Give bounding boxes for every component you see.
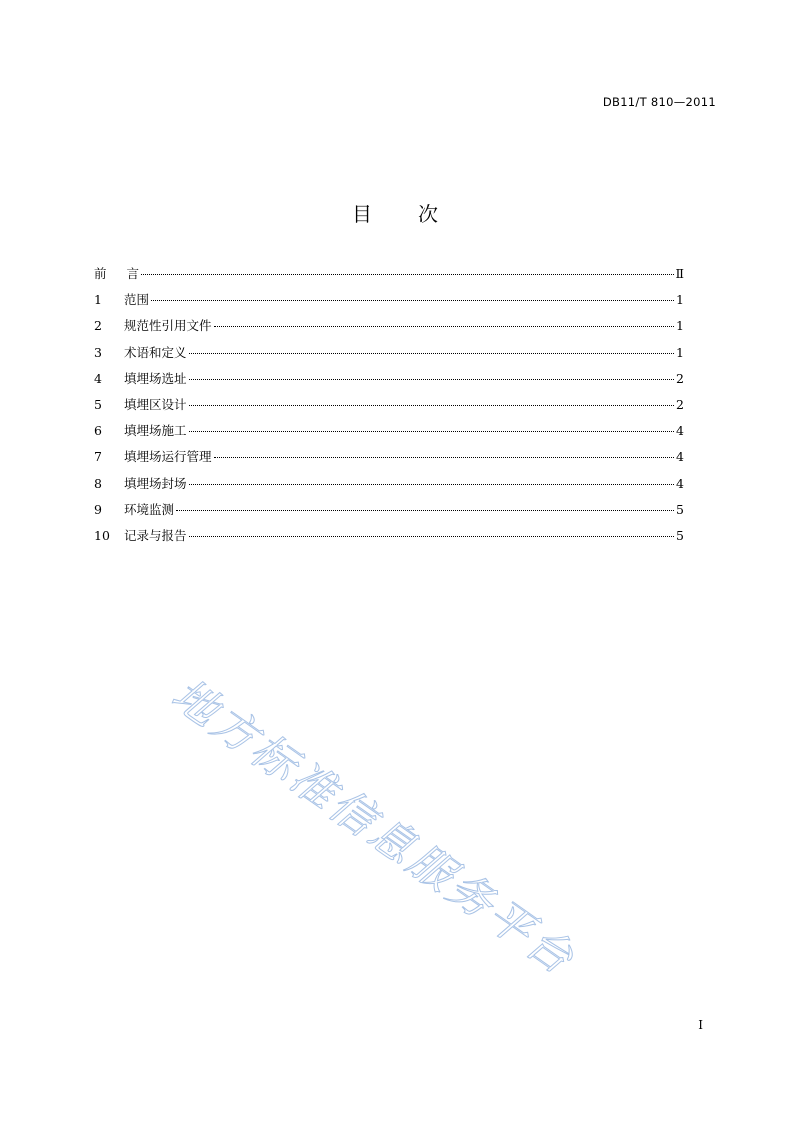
toc-entry-number: 8: [94, 475, 102, 491]
toc-entry-page: 2: [676, 396, 684, 412]
toc-entry-page: 1: [676, 318, 684, 334]
toc-entry-number: 5: [94, 396, 102, 412]
toc-entry-1[interactable]: [94, 290, 684, 316]
toc-entry-page: 1: [676, 292, 684, 308]
toc-leader: [141, 273, 673, 275]
toc-entry-page: 4: [676, 475, 684, 491]
toc-entry-number: 7: [94, 449, 102, 465]
toc-leader: [214, 456, 675, 458]
toc-entry-label: 填埋场运行管理: [124, 449, 212, 465]
toc-entry-2[interactable]: [94, 316, 684, 342]
toc-leader: [189, 352, 675, 354]
document-code: DB11/T 810—2011: [602, 95, 716, 109]
toc-entry-number: 4: [94, 370, 102, 386]
toc-entry-number: 10: [94, 527, 110, 543]
toc-entry-label: 规范性引用文件: [124, 318, 212, 334]
toc-title-part2: 次: [418, 202, 440, 226]
toc-entry-4[interactable]: [94, 369, 684, 395]
toc-leader: [189, 483, 675, 485]
toc-list: [94, 264, 684, 552]
toc-entry-foreword[interactable]: [94, 264, 684, 290]
toc-entry-page: 4: [676, 449, 684, 465]
toc-entry-label: 范围: [124, 292, 150, 308]
toc-entry-page: Ⅱ: [675, 266, 684, 281]
toc-leader: [189, 535, 675, 537]
toc-entry-label: 填埋场选址: [124, 370, 187, 386]
toc-entry-page: 2: [676, 370, 684, 386]
toc-leader: [151, 299, 674, 301]
toc-entry-page: 5: [676, 527, 684, 543]
toc-leader: [214, 325, 675, 327]
toc-entry-page: 5: [676, 501, 684, 517]
toc-entry-label: 术语和定义: [124, 344, 187, 360]
toc-leader: [189, 430, 675, 432]
toc-entry-6[interactable]: [94, 421, 684, 447]
toc-entry-label: 填埋区设计: [124, 396, 187, 412]
toc-entry-number: 3: [94, 344, 102, 360]
toc-entry-label: 记录与报告: [124, 527, 187, 543]
toc-entry-page: 1: [676, 344, 684, 360]
toc-entry-number: 1: [94, 292, 102, 308]
toc-entry-9[interactable]: [94, 500, 684, 526]
toc-leader: [189, 404, 675, 406]
toc-entry-8[interactable]: [94, 474, 684, 500]
toc-entry-number: 6: [94, 423, 102, 439]
toc-entry-label: 填埋场施工: [124, 423, 187, 439]
page-number: I: [698, 1018, 703, 1032]
toc-entry-7[interactable]: [94, 447, 684, 473]
toc-entry-3[interactable]: [94, 343, 684, 369]
toc-entry-label: 填埋场封场: [124, 475, 187, 491]
toc-leader: [176, 509, 674, 511]
toc-leader: [189, 378, 675, 380]
toc-entry-10[interactable]: [94, 526, 684, 552]
toc-entry-label: 前言: [94, 266, 160, 281]
toc-title: [0, 198, 792, 227]
watermark-text: 地方标准信息服务平台: [162, 669, 585, 987]
toc-entry-5[interactable]: [94, 395, 684, 421]
toc-entry-page: 4: [676, 423, 684, 439]
toc-title-part1: 目: [352, 202, 374, 226]
toc-entry-number: 2: [94, 318, 102, 334]
toc-entry-number: 9: [94, 501, 102, 517]
toc-entry-label: 环境监测: [124, 501, 175, 517]
